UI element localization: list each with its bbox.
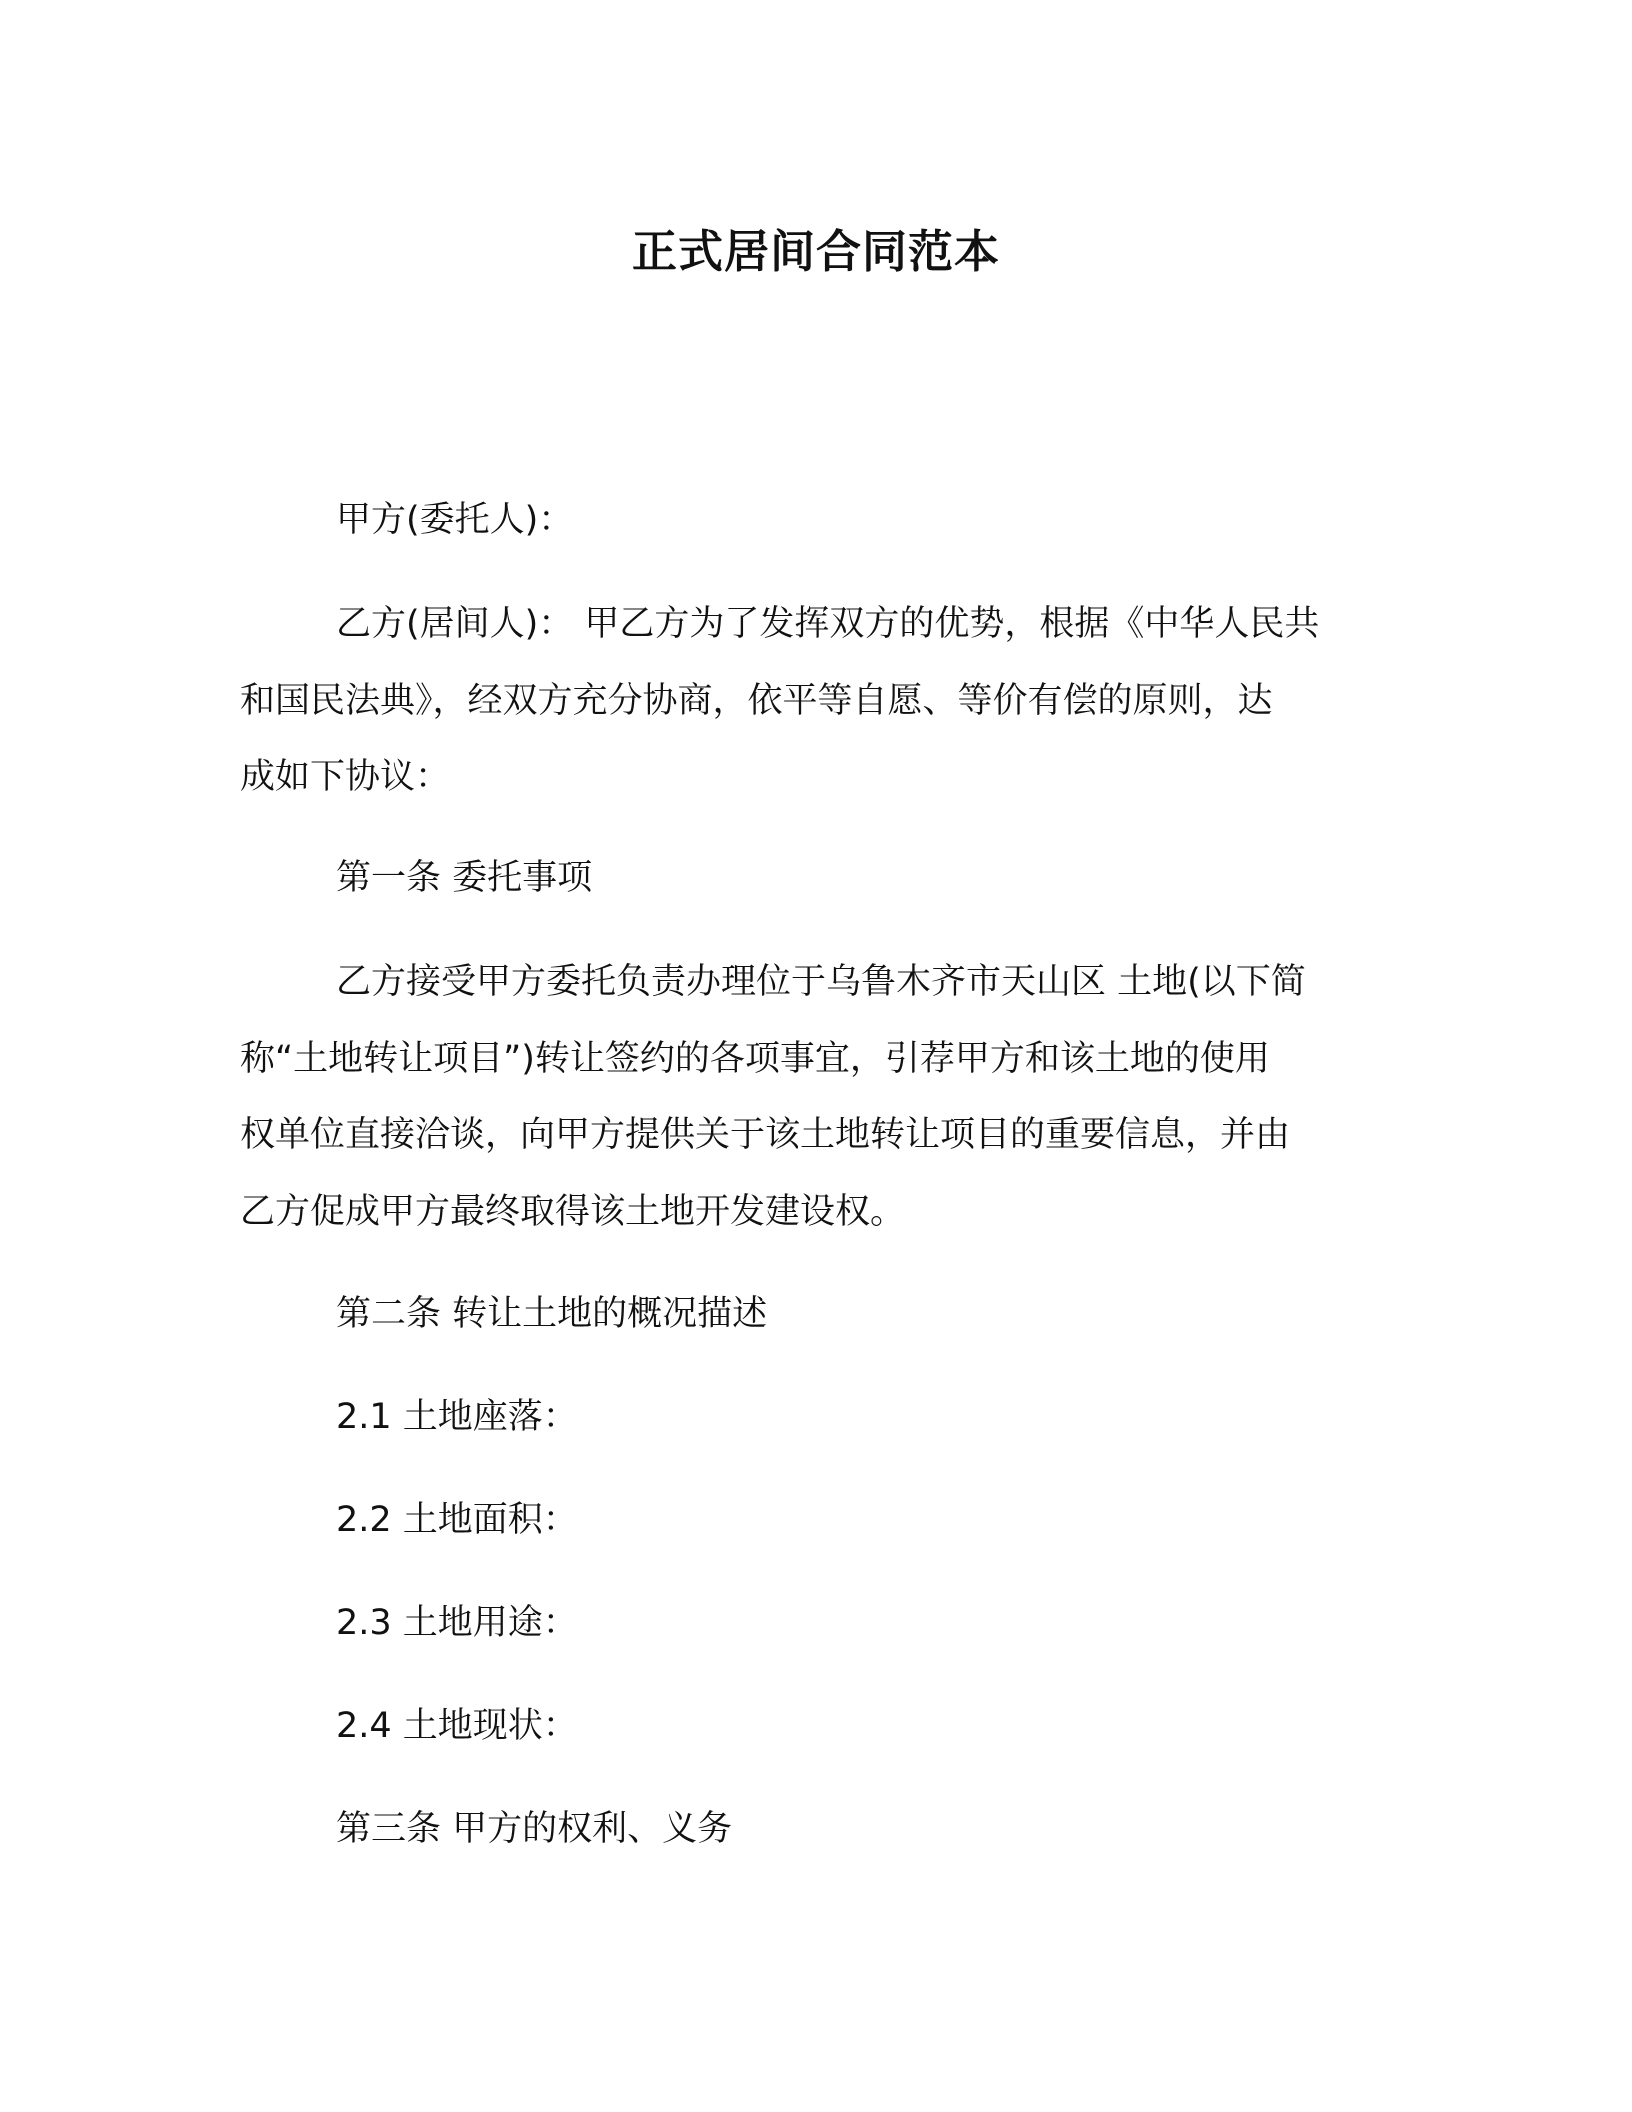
article-1-paragraph-line: 权单位直接洽谈，向甲方提供关于该土地转让项目的重要信息，并由: [240, 1115, 1291, 1155]
land-use-item: 2.3 土地用途：: [336, 1603, 578, 1643]
article-1-paragraph-line: 称“土地转让项目”)转让签约的各项事宜，引荐甲方和该土地的使用: [240, 1039, 1270, 1079]
article-1-heading: 第一条 委托事项: [336, 858, 593, 898]
land-area-item: 2.2 土地面积：: [336, 1500, 578, 1540]
page-title: 正式居间合同范本: [631, 225, 1000, 278]
article-2-heading: 第二条 转让土地的概况描述: [336, 1294, 768, 1334]
article-1-paragraph-line: 乙方促成甲方最终取得该土地开发建设权。: [240, 1192, 906, 1232]
paragraph-line: 成如下协议：: [240, 757, 451, 797]
article-1-paragraph-line: 乙方接受甲方委托负责办理位于乌鲁木齐市天山区 土地(以下简: [336, 962, 1306, 1002]
paragraph-line: 和国民法典》，经双方充分协商，依平等自愿、等价有偿的原则，达: [240, 681, 1273, 721]
party-b-line: 乙方(居间人)： 甲乙方为了发挥双方的优势，根据《中华人民共: [336, 604, 1320, 644]
party-a-line: 甲方(委托人)：: [336, 500, 574, 540]
land-status-item: 2.4 土地现状：: [336, 1706, 578, 1746]
land-location-item: 2.1 土地座落：: [336, 1397, 578, 1437]
article-3-heading: 第三条 甲方的权利、义务: [336, 1809, 733, 1849]
